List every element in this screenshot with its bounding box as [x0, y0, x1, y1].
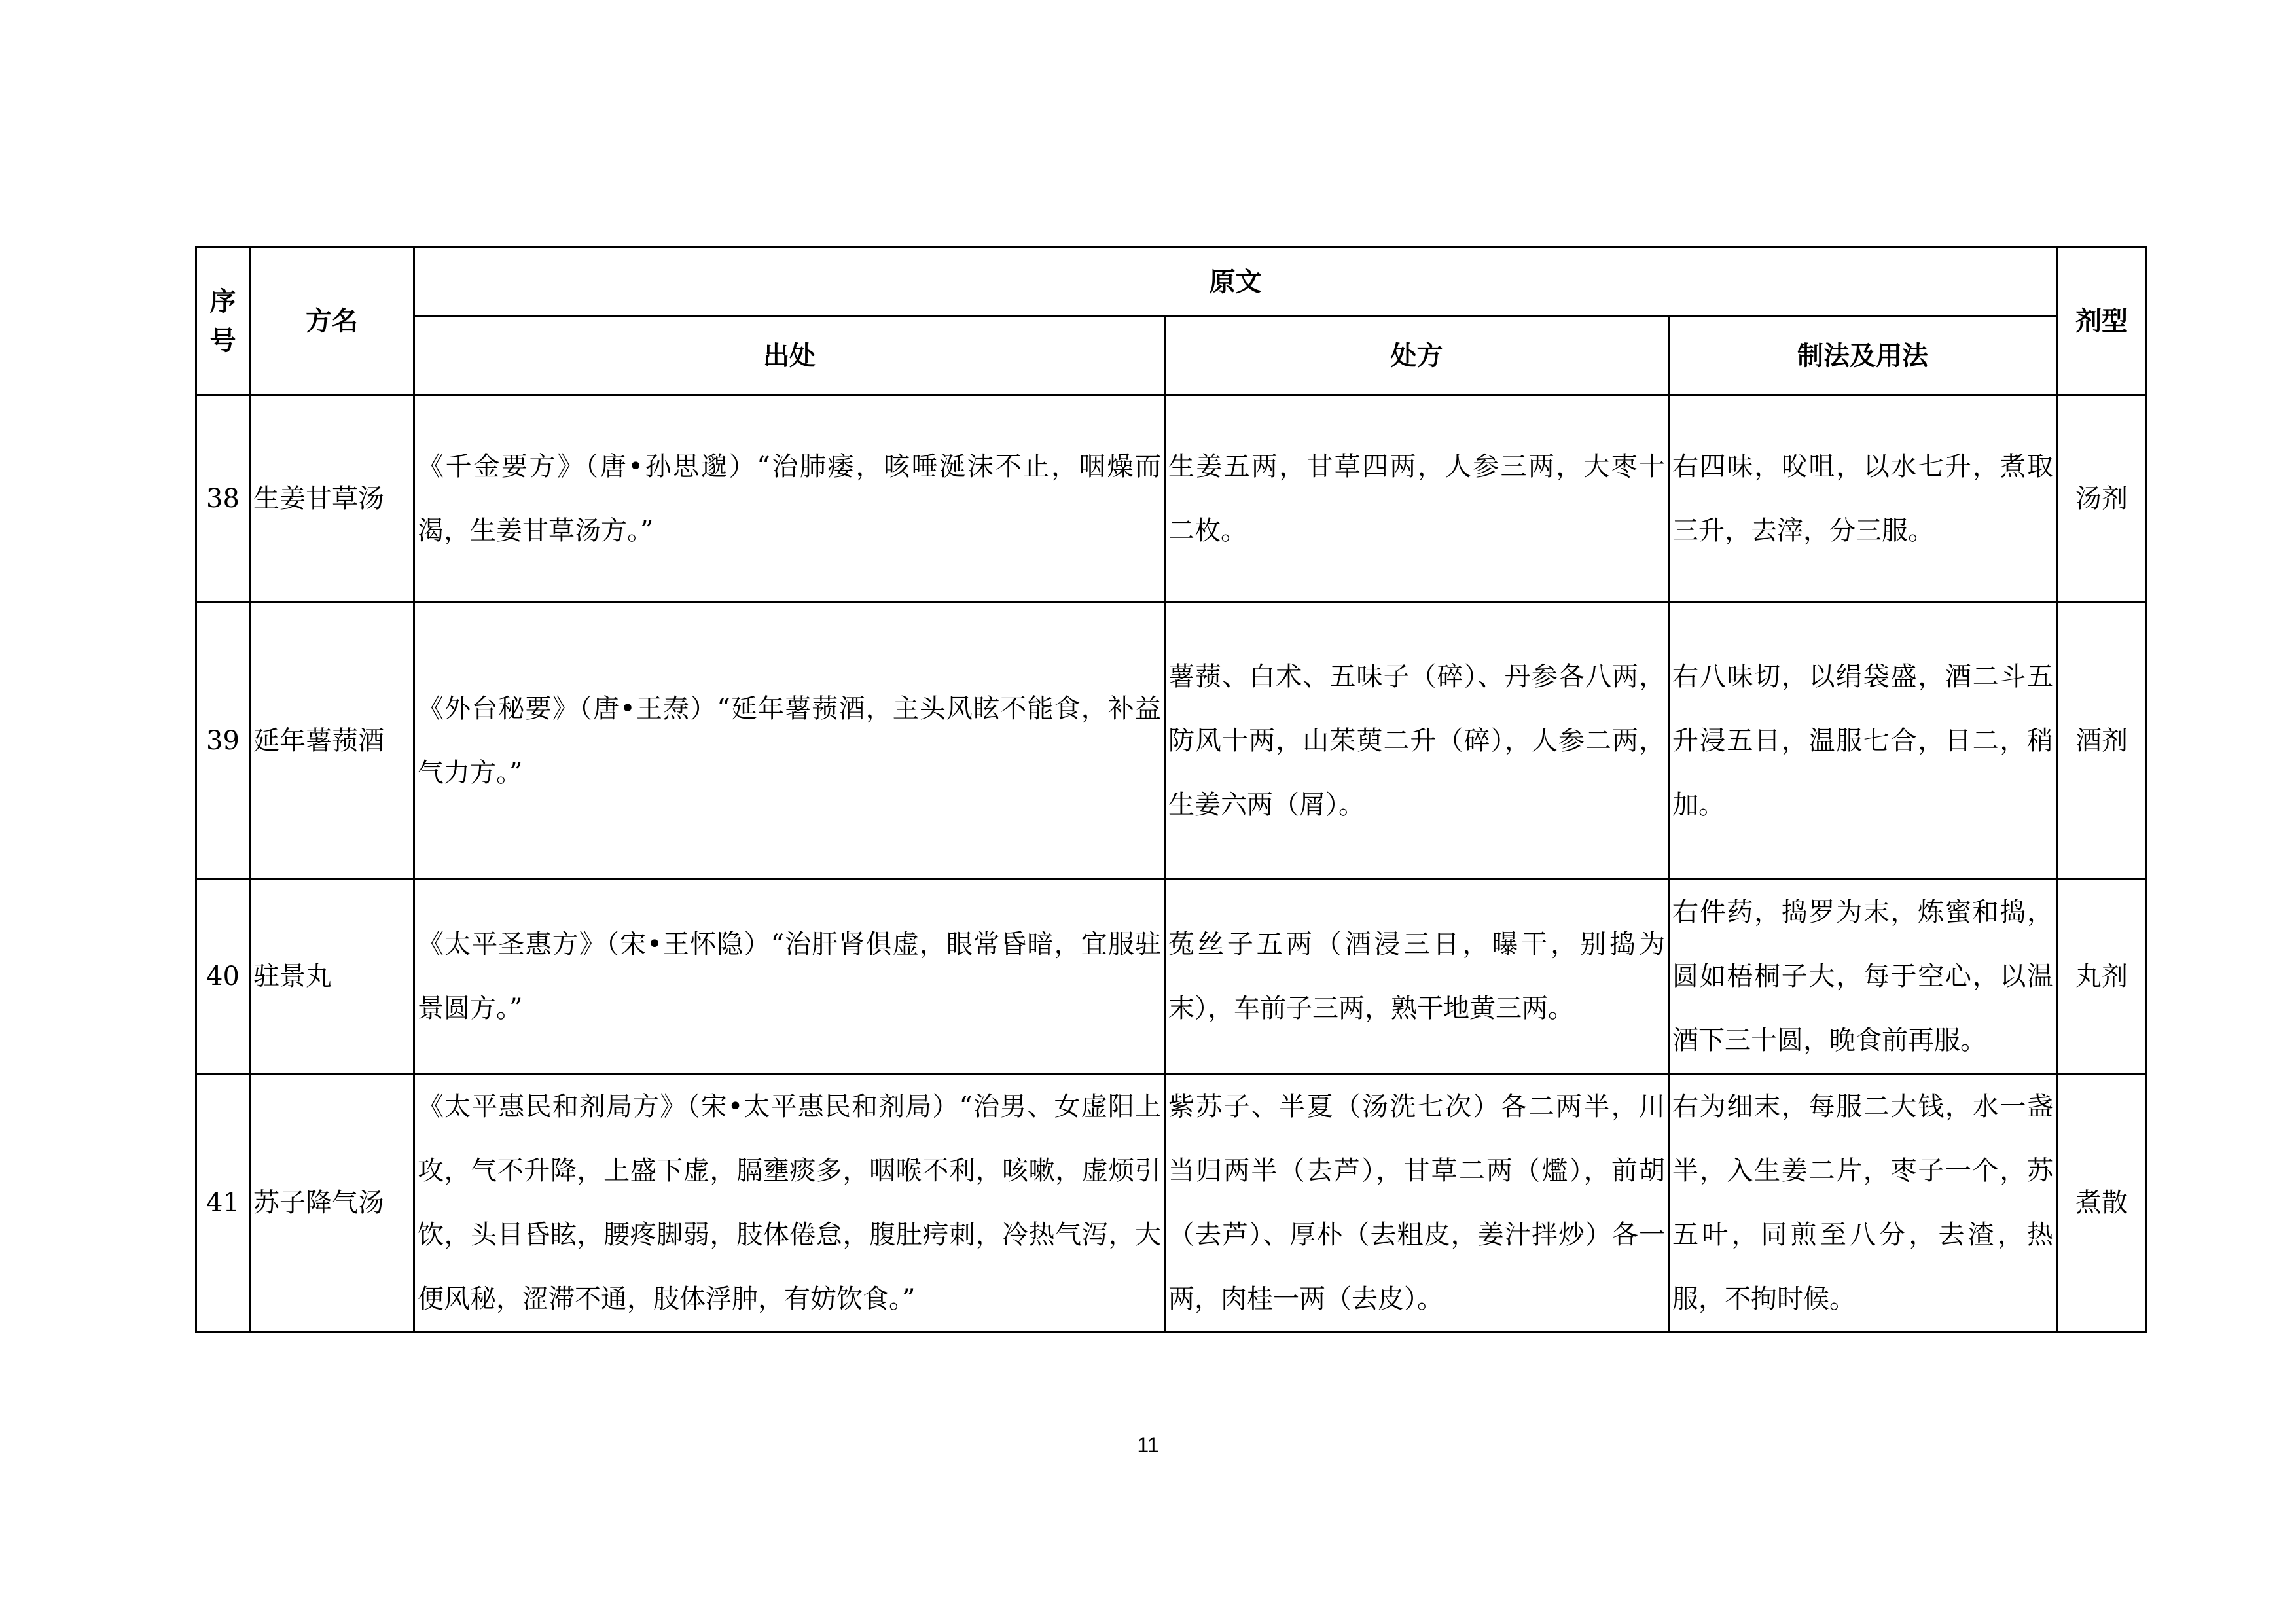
row-method: 右四味，㕮咀，以水七升，煮取三升，去滓，分三服。 — [1669, 395, 2057, 602]
header-seq-line2: 号 — [209, 325, 236, 356]
row-dosage-form: 丸剂 — [2057, 880, 2147, 1074]
row-method: 右为细末，每服二大钱，水一盏半，入生姜二片，枣子一个，苏五叶，同煎至八分，去渣，热服，不拘时候。 — [1669, 1074, 2057, 1332]
row-dosage-form: 煮散 — [2057, 1074, 2147, 1332]
row-name: 驻景丸 — [250, 880, 414, 1074]
row-method: 右八味切，以绢袋盛，酒二斗五升浸五日，温服七合，日二，稍加。 — [1669, 602, 2057, 880]
classical-formula-table — [195, 246, 2147, 1333]
row-source: 《太平圣惠方》（宋•王怀隐）“治肝肾俱虚，眼常昏暗，宜服驻景圆方。” — [414, 880, 1165, 1074]
header-row-1 — [196, 247, 2147, 317]
header-method: 制法及用法 — [1669, 317, 2057, 395]
header-source: 出处 — [414, 317, 1165, 395]
row-method: 右件药，捣罗为末，炼蜜和捣，圆如梧桐子大，每于空心，以温酒下三十圆，晚食前再服。 — [1669, 880, 2057, 1074]
row-prescription: 紫苏子、半夏（汤洗七次）各二两半，川当归两半（去芦），甘草二两（爁），前胡（去芦）、厚朴（去粗皮，姜汁拌炒）各一两，肉桂一两（去皮）。 — [1165, 1074, 1669, 1332]
row-name: 生姜甘草汤 — [250, 395, 414, 602]
header-prescription: 处方 — [1165, 317, 1669, 395]
page-number: 11 — [1137, 1433, 1159, 1457]
row-name: 苏子降气汤 — [250, 1074, 414, 1332]
header-seq-line1: 序 — [209, 286, 236, 317]
table-row — [196, 602, 2147, 880]
row-prescription: 生姜五两，甘草四两，人参三两，大枣十二枚。 — [1165, 395, 1669, 602]
row-source: 《外台秘要》（唐•王焘）“延年薯蓣酒，主头风眩不能食，补益气力方。” — [414, 602, 1165, 880]
row-no: 40 — [196, 880, 250, 1074]
table-row — [196, 880, 2147, 1074]
row-dosage-form: 酒剂 — [2057, 602, 2147, 880]
row-dosage-form: 汤剂 — [2057, 395, 2147, 602]
table-row — [196, 1074, 2147, 1332]
header-dosage-form: 剂型 — [2057, 247, 2147, 395]
row-prescription: 菟丝子五两（酒浸三日，曝干，别捣为末），车前子三两，熟干地黄三两。 — [1165, 880, 1669, 1074]
row-source: 《太平惠民和剂局方》（宋•太平惠民和剂局）“治男、女虚阳上攻，气不升降，上盛下虚，膈壅痰多，咽喉不利，咳嗽，虚烦引饮，头目昏眩，腰疼脚弱，肢体倦怠，腹肚疞刺，冷热气泻，大便风秘，涩滞不通，肢体浮肿，有妨饮食。” — [414, 1074, 1165, 1332]
row-no: 41 — [196, 1074, 250, 1332]
header-row-2 — [196, 317, 2147, 395]
row-no: 39 — [196, 602, 250, 880]
header-name: 方名 — [250, 247, 414, 395]
header-seq — [196, 247, 250, 395]
header-original-text: 原文 — [414, 247, 2057, 317]
row-source: 《千金要方》（唐•孙思邈）“治肺痿，咳唾涎沫不止，咽燥而渴，生姜甘草汤方。” — [414, 395, 1165, 602]
row-name: 延年薯蓣酒 — [250, 602, 414, 880]
row-no: 38 — [196, 395, 250, 602]
table-row — [196, 395, 2147, 602]
row-prescription: 薯蓣、白术、五味子（碎）、丹参各八两，防风十两，山茱萸二升（碎），人参二两，生姜六两（屑）。 — [1165, 602, 1669, 880]
